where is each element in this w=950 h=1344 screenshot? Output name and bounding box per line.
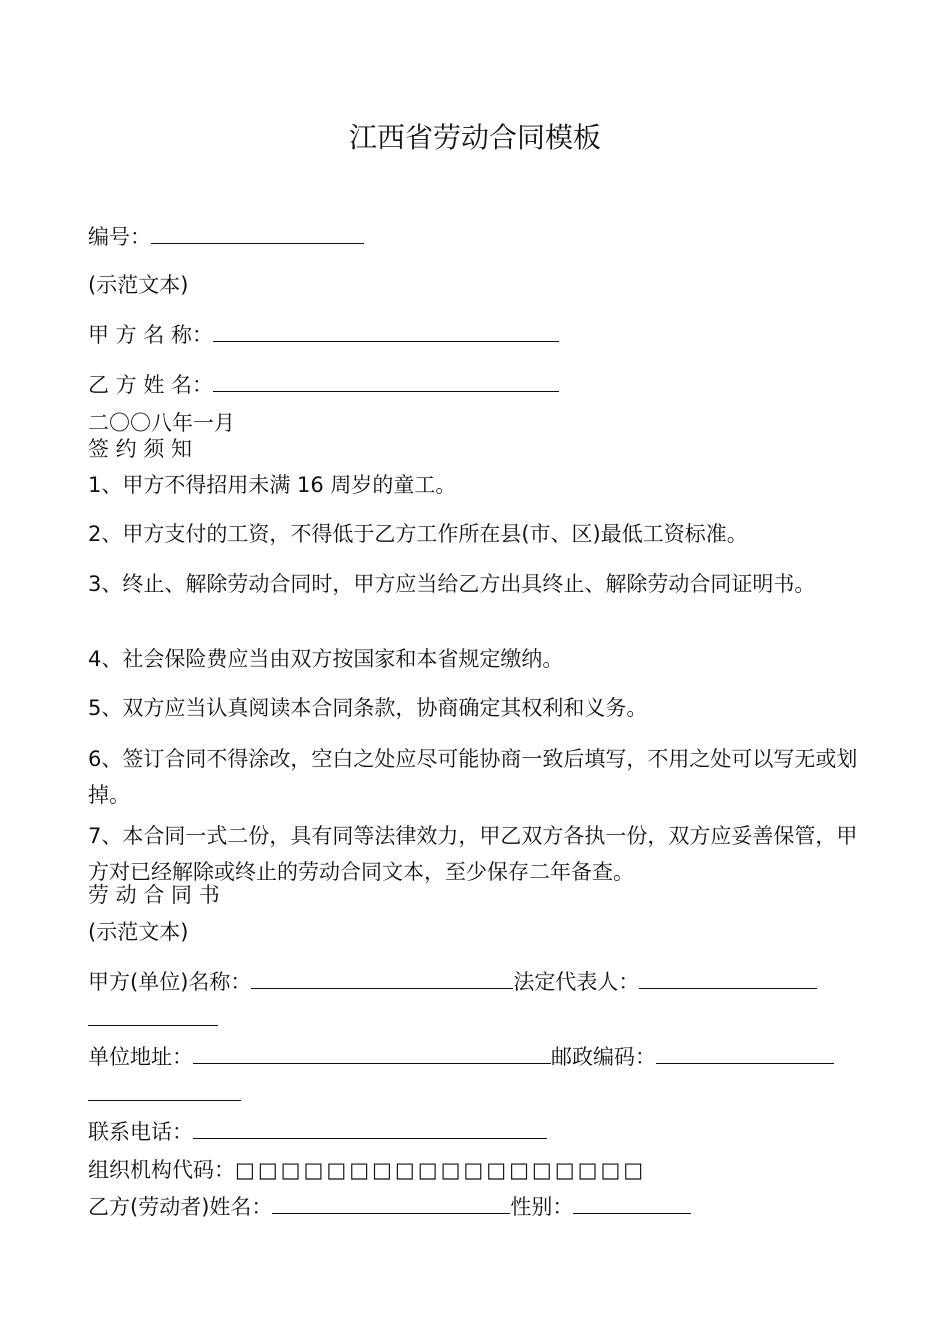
employee-name-blank (272, 1193, 510, 1214)
party-b-name-field (88, 370, 559, 400)
legal-rep-blank-2 (88, 1005, 218, 1026)
legal-rep-label: 法定代表人： (513, 970, 640, 994)
address-label: 单位地址： (88, 1045, 193, 1069)
postcode-blank-2 (88, 1080, 241, 1101)
number-field (88, 222, 364, 252)
party-b-name-blank (213, 371, 559, 392)
employee-name-field (88, 1192, 691, 1222)
legal-rep-blank-continued (88, 1004, 218, 1034)
number-blank (151, 223, 364, 244)
document-title: 江西省劳动合同模板 (348, 121, 601, 154)
phone-label: 联系电话： (88, 1120, 193, 1144)
document-date: 二〇〇八年一月 (88, 411, 235, 435)
sample-text-2: (示范文本) (88, 920, 189, 944)
contract-heading: 劳 动 合 同 书 (88, 883, 220, 907)
org-code-label: 组织机构代码： (88, 1158, 235, 1182)
org-code-field (88, 1155, 646, 1185)
notice-item-7: 7、本合同一式二份，具有同等法律效力，甲乙双方各执一份，双方应妥善保管，甲方对已经解除或终止的劳动合同文本，至少保存二年备查。 (88, 824, 858, 884)
notice-item-4: 4、社会保险费应当由双方按国家和本省规定缴纳。 (88, 647, 564, 671)
notice-item-3: 3、终止、解除劳动合同时，甲方应当给乙方出具终止、解除劳动合同证明书。 (88, 572, 816, 596)
employer-name-field (88, 967, 817, 997)
phone-blank (193, 1118, 547, 1139)
notice-heading: 签 约 须 知 (88, 437, 193, 461)
party-a-name-field (88, 320, 559, 350)
postcode-blank-continued (88, 1079, 241, 1109)
employer-name-blank (251, 968, 513, 989)
org-code-boxes: □□□□□□□□□□□□□□□□□□ (235, 1158, 647, 1182)
sample-text-1: (示范文本) (88, 273, 189, 297)
postcode-blank (656, 1043, 834, 1064)
notice-item-2: 2、甲方支付的工资，不得低于乙方工作所在县(市、区)最低工资标准。 (88, 522, 748, 546)
notice-item-1: 1、甲方不得招用未满 16 周岁的童工。 (88, 473, 457, 497)
gender-label: 性别： (510, 1195, 574, 1219)
party-b-name-label: 乙 方 姓 名： (88, 373, 214, 397)
notice-item-5: 5、双方应当认真阅读本合同条款，协商确定其权利和义务。 (88, 696, 648, 720)
phone-field (88, 1117, 547, 1147)
party-a-name-label: 甲 方 名 称： (88, 323, 214, 347)
legal-rep-blank (639, 968, 817, 989)
number-label: 编号： (88, 225, 151, 249)
gender-blank (573, 1193, 691, 1214)
notice-item-6: 6、签订合同不得涂改，空白之处应尽可能协商一致后填写，不用之处可以写无或划掉。 (88, 747, 858, 807)
address-field (88, 1042, 834, 1072)
party-a-name-blank (213, 321, 559, 342)
employer-name-label: 甲方(单位)名称： (88, 970, 252, 994)
address-blank (193, 1043, 551, 1064)
employee-name-label: 乙方(劳动者)姓名： (88, 1195, 273, 1219)
postcode-label: 邮政编码： (551, 1045, 656, 1069)
